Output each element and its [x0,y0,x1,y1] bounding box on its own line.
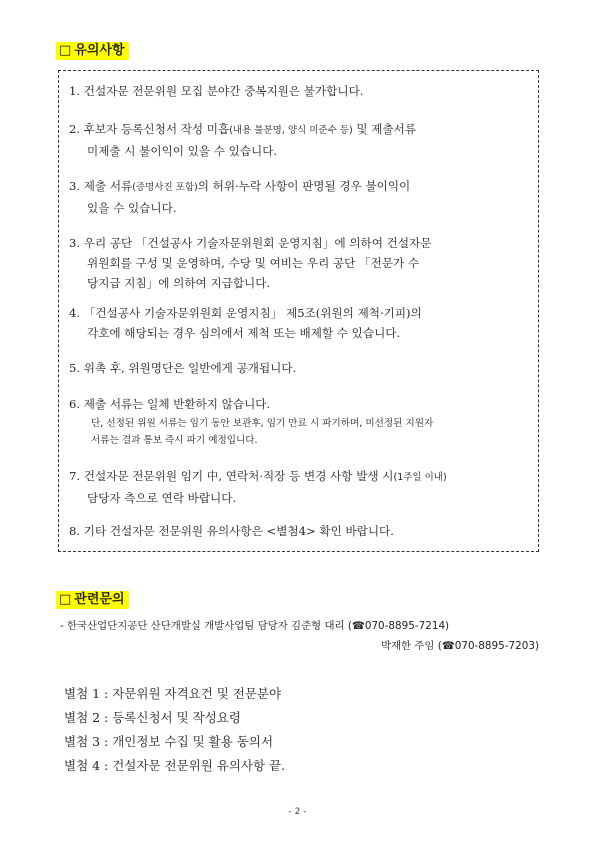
notice-box [58,70,539,552]
notice-item-4: 4. 「건설공사 기술자문위원회 운영지침」 제5조(위원의 제척·기피)의 각호에 해당되는 경우 심의에서 제척 또는 배제할 수 있습니다. [69,306,422,340]
notice-item-2: 2. 후보자 등록신청서 작성 미흡(내용 불분명, 양식 미준수 등) 및 제출서류 미제출 시 불이익이 있을 수 있습니다. [69,122,417,158]
page-number: - 2 - [288,807,307,817]
section-heading-notice [56,42,129,60]
section-title: 관련문의 [74,592,125,607]
notice-item-1: 1. 건설자문 전문위원 모집 분야간 중복지원은 불가합니다. [69,84,364,98]
attachment-1: 별첨 1 : 자문위원 자격요건 및 전문분야 [64,686,282,701]
attachment-3: 별첨 3 : 개인정보 수집 및 활용 동의서 [64,734,274,749]
section-heading-inquiry [56,591,129,609]
section-title: 유의사항 [74,43,125,58]
notice-item-5: 5. 위촉 후, 위원명단은 일반에게 공개됩니다. [69,361,297,375]
notice-item-6: 6. 제출 서류는 일체 반환하지 않습니다. [69,397,271,411]
checkbox-square-icon: □ [59,592,72,607]
notice-item-3: 3. 제출 서류(증명사진 포함)의 허위·누락 사항이 판명될 경우 불이익이 있을 수 있습니다. [69,179,411,215]
notice-item-7: 7. 건설자문 전문위원 임기 中, 연락처·직장 등 변경 사항 발생 시(1주일 이내) 담당자 측으로 연락 바랍니다. [69,469,447,505]
attachment-2: 별첨 2 : 등록신청서 및 작성요령 [64,710,241,725]
contact-line-1: - 한국산업단지공단 산단개발실 개발사업팀 담당자 김준형 대리 (☎070-8895-7214) [60,620,450,632]
attachment-4: 별첨 4 : 건설자문 전문위원 유의사항 끝. [64,758,286,773]
contact-line-2: 박재한 주임 (☎070-8895-7203) [380,640,539,652]
notice-item-3b: 3. 우리 공단 「건설공사 기술자문위원회 운영지침」에 의하여 건설자문 위원회를 구성 및 운영하며, 수당 및 여비는 우리 공단 「전문가 수 당지급 지침」에 의하여 지급합니다. [69,236,432,290]
checkbox-square-icon: □ [59,43,72,58]
notice-item-6-sub-1: 단, 선정된 위원 서류는 임기 동안 보관후, 임기 만료 시 파기하며, 미선정된 지원자 [91,418,434,429]
notice-item-6-sub-2: 서류는 결과 통보 즉시 파기 예정입니다. [91,435,258,446]
notice-item-8: 8. 기타 건설자문 전문위원 유의사항은 <별첨4> 확인 바랍니다. [69,524,394,538]
